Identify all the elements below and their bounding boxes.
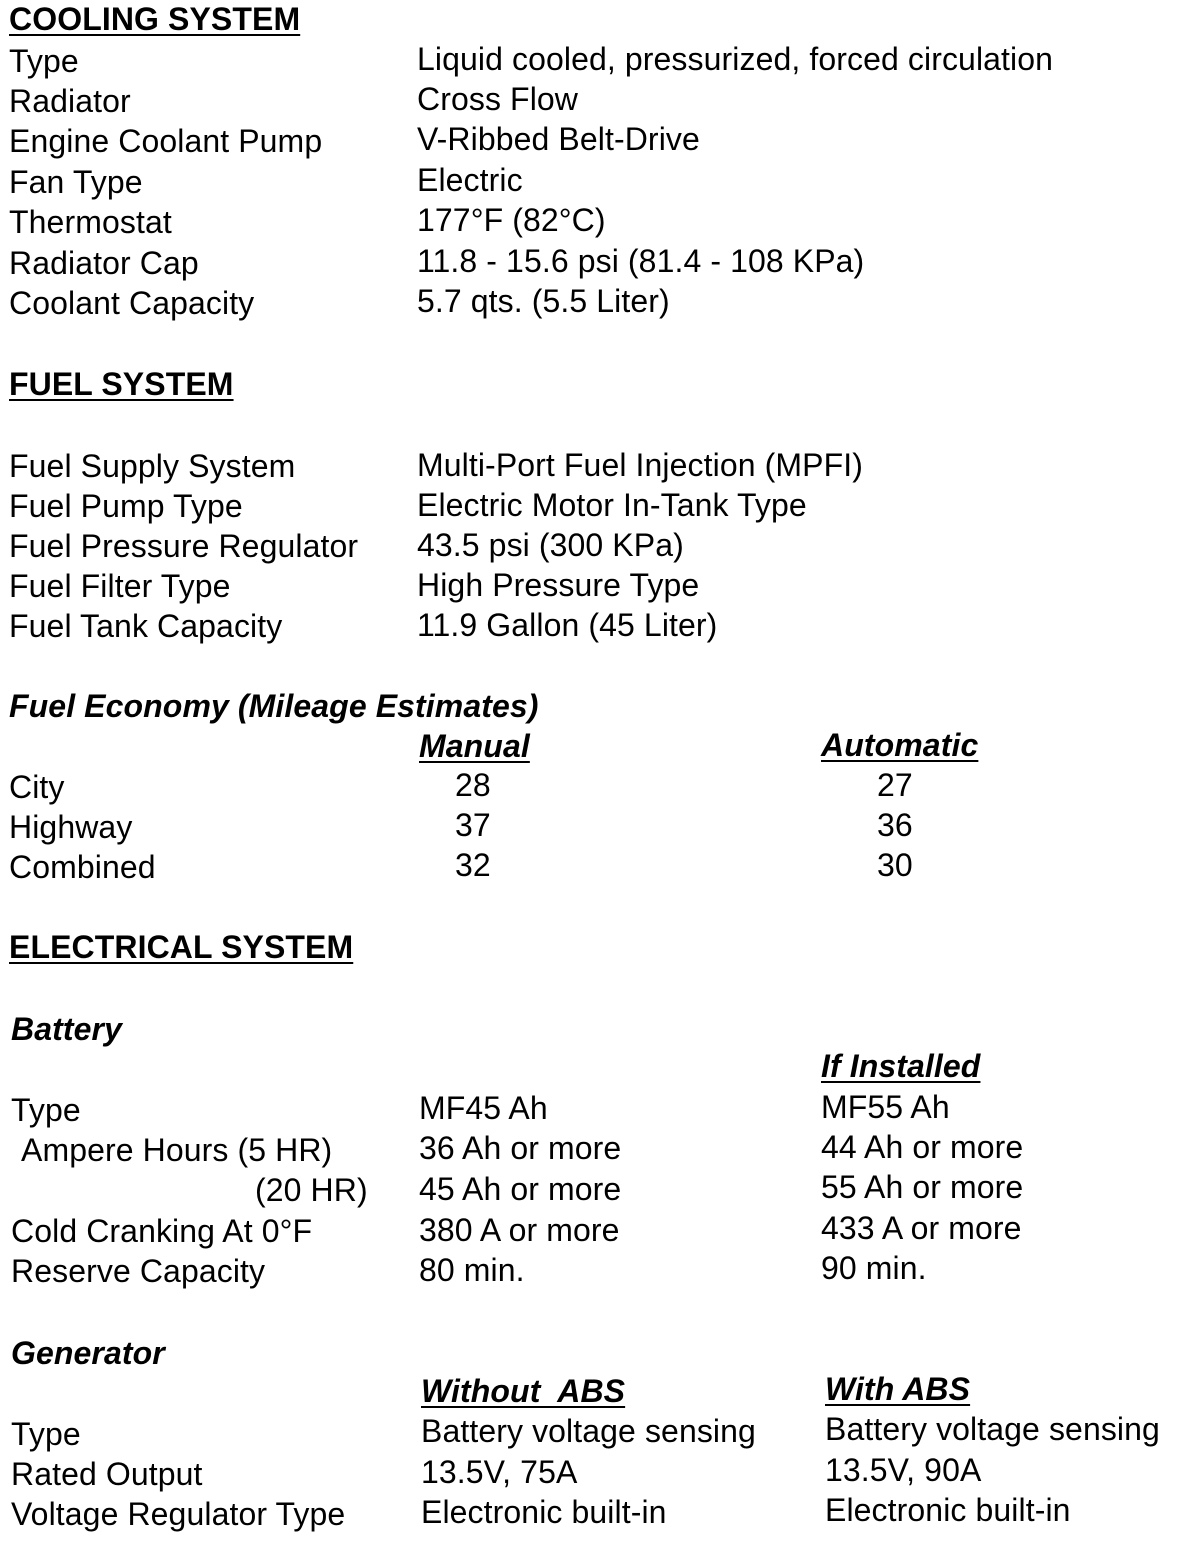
fuel-pump-value: Electric Motor In-Tank Type	[417, 487, 807, 523]
coolant-pump-value: V-Ribbed Belt-Drive	[417, 121, 700, 157]
fuel-filter-label: Fuel Filter Type	[9, 568, 231, 604]
battery-cca-std: 380 A or more	[419, 1212, 620, 1248]
thermostat-label: Thermostat	[9, 204, 172, 240]
battery-ah20-std: 45 Ah or more	[419, 1171, 622, 1207]
generator-without-abs-header: Without ABS	[421, 1373, 626, 1409]
fuel-tank-label: Fuel Tank Capacity	[9, 608, 283, 644]
fan-type-value: Electric	[417, 162, 523, 198]
battery-cca-alt: 433 A or more	[821, 1210, 1022, 1246]
fuel-economy-heading: Fuel Economy (Mileage Estimates)	[9, 688, 539, 724]
generator-with-abs-header: With ABS	[825, 1371, 971, 1407]
generator-heading: Generator	[11, 1335, 165, 1371]
battery-ah5-label: Ampere Hours (5 HR)	[21, 1132, 333, 1168]
economy-manual-header: Manual	[419, 728, 530, 764]
thermostat-value: 177°F (82°C)	[417, 202, 606, 238]
economy-combined-automatic: 30	[877, 847, 913, 883]
economy-automatic-header: Automatic	[821, 727, 979, 763]
generator-output-with: 13.5V, 90A	[825, 1452, 982, 1488]
cooling-type-label: Type	[9, 43, 79, 79]
generator-regulator-without: Electronic built-in	[421, 1494, 667, 1530]
generator-regulator-label: Voltage Regulator Type	[11, 1496, 346, 1532]
radiator-label: Radiator	[9, 83, 131, 119]
economy-city-manual: 28	[455, 767, 491, 803]
battery-if-installed-header: If Installed	[821, 1048, 981, 1084]
battery-ah20-label: (20 HR)	[255, 1172, 368, 1208]
radiator-cap-label: Radiator Cap	[9, 245, 199, 281]
generator-output-label: Rated Output	[11, 1456, 203, 1492]
battery-heading: Battery	[11, 1011, 122, 1047]
battery-ah5-std: 36 Ah or more	[419, 1130, 622, 1166]
fuel-tank-value: 11.9 Gallon (45 Liter)	[417, 607, 718, 643]
generator-type-with: Battery voltage sensing	[825, 1411, 1160, 1447]
economy-city-automatic: 27	[877, 767, 913, 803]
economy-combined-manual: 32	[455, 847, 491, 883]
coolant-capacity-label: Coolant Capacity	[9, 285, 255, 321]
battery-ah5-alt: 44 Ah or more	[821, 1129, 1024, 1165]
fuel-pressure-label: Fuel Pressure Regulator	[9, 528, 359, 564]
battery-reserve-label: Reserve Capacity	[11, 1253, 266, 1289]
battery-reserve-std: 80 min.	[419, 1252, 525, 1288]
cooling-system-heading: COOLING SYSTEM	[9, 1, 301, 37]
economy-highway-manual: 37	[455, 807, 491, 843]
battery-cca-label: Cold Cranking At 0°F	[11, 1213, 313, 1249]
economy-highway-label: Highway	[9, 809, 133, 845]
radiator-value: Cross Flow	[417, 81, 579, 117]
battery-ah20-alt: 55 Ah or more	[821, 1169, 1024, 1205]
radiator-cap-value: 11.8 - 15.6 psi (81.4 - 108 KPa)	[417, 243, 865, 279]
coolant-pump-label: Engine Coolant Pump	[9, 123, 323, 159]
battery-type-std: MF45 Ah	[419, 1090, 548, 1126]
battery-type-alt: MF55 Ah	[821, 1089, 950, 1125]
fuel-pressure-value: 43.5 psi (300 KPa)	[417, 527, 684, 563]
battery-type-label: Type	[11, 1092, 81, 1128]
battery-reserve-alt: 90 min.	[821, 1250, 927, 1286]
coolant-capacity-value: 5.7 qts. (5.5 Liter)	[417, 283, 670, 319]
economy-combined-label: Combined	[9, 849, 156, 885]
cooling-type-value: Liquid cooled, pressurized, forced circulation	[417, 41, 1054, 77]
fuel-pump-label: Fuel Pump Type	[9, 488, 243, 524]
electrical-system-heading: ELECTRICAL SYSTEM	[9, 929, 354, 965]
generator-type-label: Type	[11, 1416, 81, 1452]
fuel-filter-value: High Pressure Type	[417, 567, 700, 603]
fuel-system-heading: FUEL SYSTEM	[9, 366, 234, 402]
generator-regulator-with: Electronic built-in	[825, 1492, 1071, 1528]
fuel-supply-value: Multi-Port Fuel Injection (MPFI)	[417, 447, 863, 483]
generator-output-without: 13.5V, 75A	[421, 1454, 578, 1490]
fuel-supply-label: Fuel Supply System	[9, 448, 296, 484]
economy-city-label: City	[9, 769, 65, 805]
economy-highway-automatic: 36	[877, 807, 913, 843]
generator-type-without: Battery voltage sensing	[421, 1413, 756, 1449]
fan-type-label: Fan Type	[9, 164, 143, 200]
